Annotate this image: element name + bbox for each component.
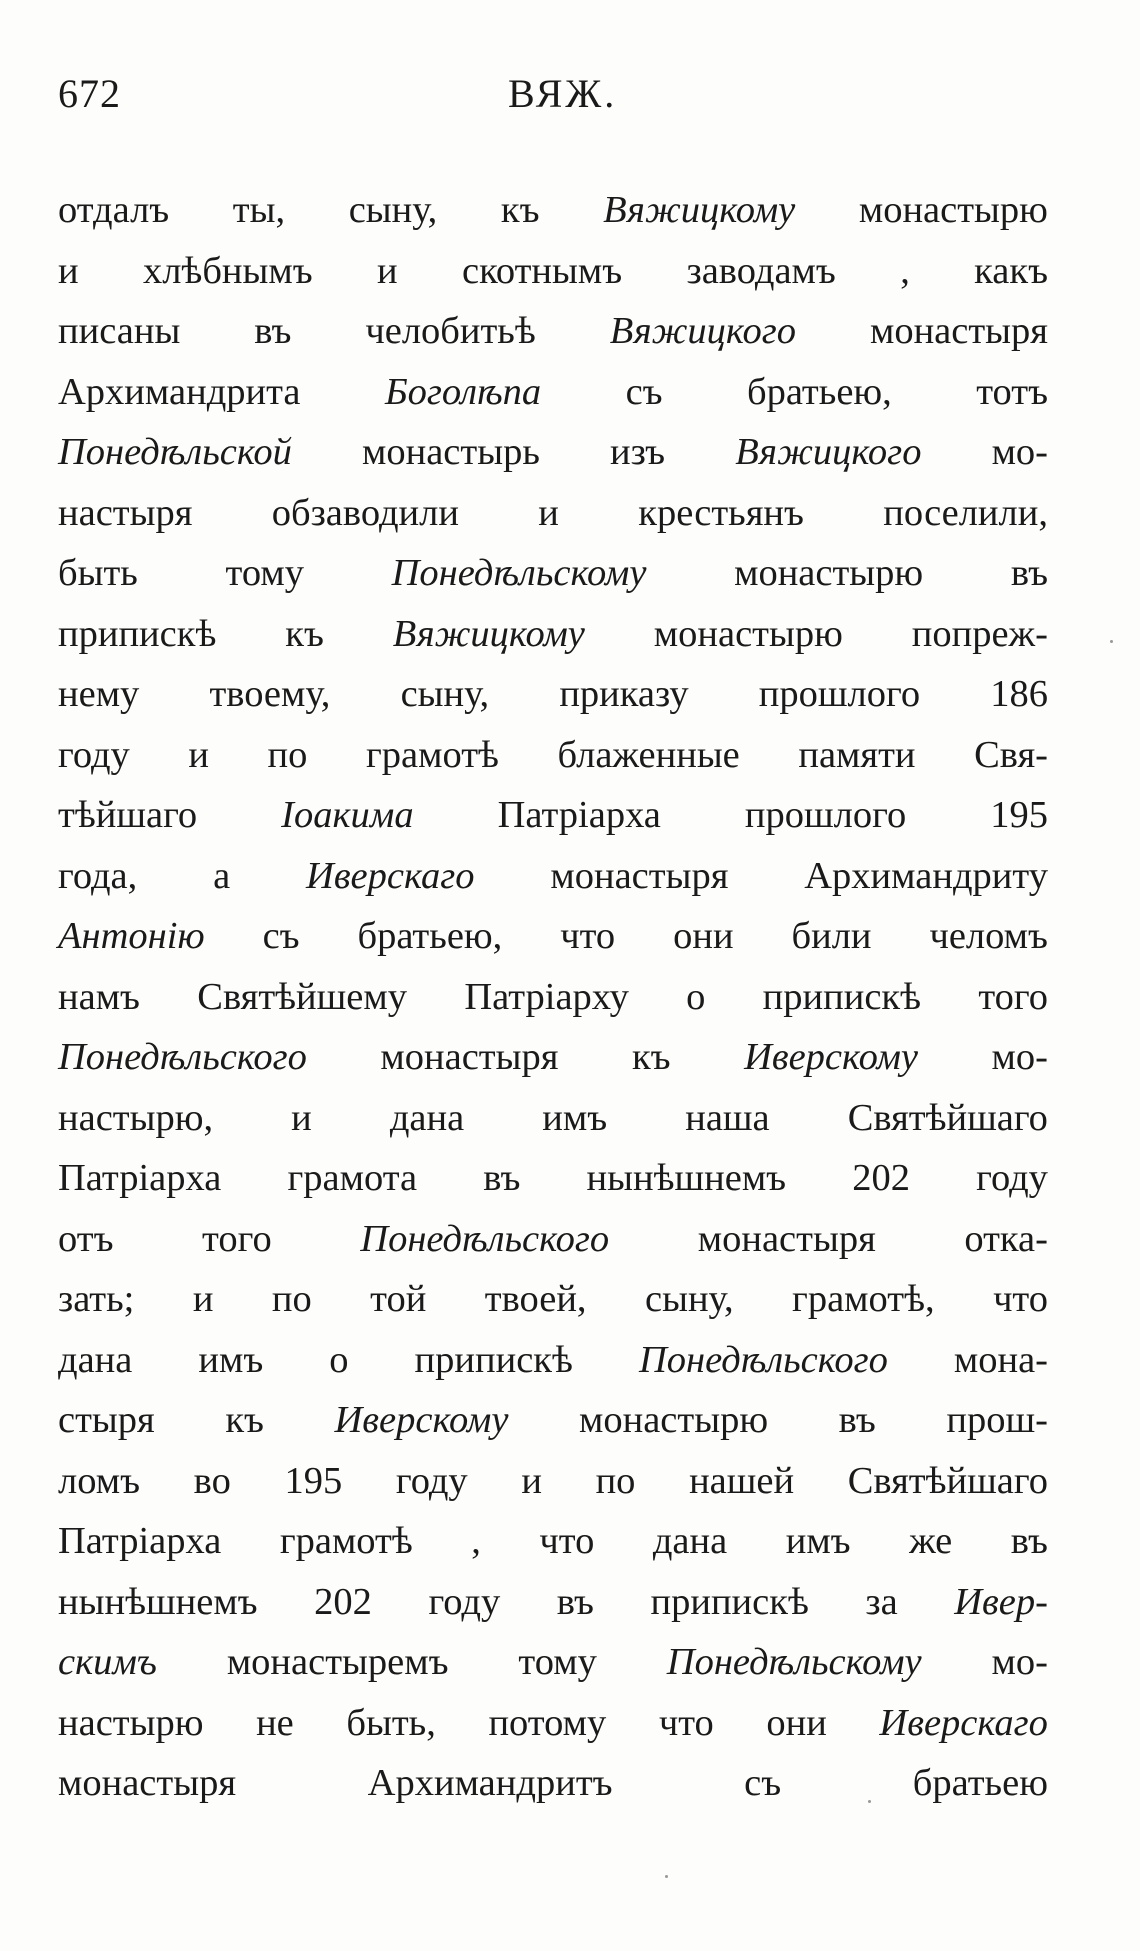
word: что	[993, 1278, 1048, 1320]
text-line	[58, 725, 1048, 786]
word: настыря	[58, 491, 193, 534]
word: ты,	[232, 189, 286, 231]
italic-word: Вяжицкого	[609, 310, 796, 352]
word: что	[539, 1520, 595, 1562]
text-line	[58, 1088, 1048, 1149]
word: ломъ	[58, 1459, 141, 1502]
word: 186	[990, 673, 1048, 715]
word: 202	[314, 1580, 372, 1623]
word: прош-	[946, 1399, 1048, 1441]
word: памяти	[798, 733, 916, 776]
word: грамотѣ,	[792, 1278, 935, 1320]
italic-word: Понедѣльскому	[391, 552, 647, 594]
italic-word: Иверскаго	[306, 854, 475, 897]
word: въ	[1010, 552, 1048, 594]
text-line	[58, 483, 1048, 544]
word: нему	[58, 673, 140, 715]
word: 195	[284, 1459, 343, 1502]
paper-speck	[665, 1875, 668, 1878]
word: и	[521, 1459, 542, 1502]
word: нашей	[689, 1459, 795, 1502]
text-line	[58, 1451, 1048, 1512]
word: мо-	[991, 1036, 1048, 1078]
word: изъ	[610, 431, 666, 473]
italic-word: Вяжицкому	[392, 612, 585, 655]
word: монастырю	[579, 1399, 769, 1441]
word: мона-	[953, 1338, 1048, 1381]
word: братьею,	[747, 370, 892, 413]
word: припискѣ	[762, 975, 922, 1018]
word: монастыря	[697, 1217, 876, 1260]
word: твоей,	[484, 1278, 587, 1320]
word: сыну,	[348, 189, 438, 231]
italic-word: Вяжицкому	[603, 189, 796, 231]
italic-word: Иверскаго	[879, 1701, 1048, 1744]
word: мо-	[991, 431, 1048, 473]
text-line	[58, 846, 1048, 907]
word: году	[976, 1157, 1048, 1199]
word: и	[58, 249, 79, 292]
italic-word: Іоакима	[281, 794, 414, 836]
word: и	[377, 249, 398, 292]
word: тому	[518, 1641, 597, 1683]
word: крестьянъ	[638, 491, 804, 534]
word: по	[267, 733, 308, 776]
text-line	[58, 1511, 1048, 1572]
word: Святѣйшему	[197, 975, 408, 1018]
word: что	[658, 1701, 714, 1744]
word: и	[188, 733, 209, 776]
word: Свя-	[974, 733, 1048, 776]
word: сыну,	[645, 1278, 734, 1320]
word: и	[291, 1096, 312, 1139]
italic-word: Иверскому	[334, 1399, 509, 1441]
text-line	[58, 906, 1048, 967]
word: они	[766, 1701, 827, 1744]
text-line	[58, 422, 1048, 483]
word: отъ	[58, 1217, 114, 1260]
word: дана	[58, 1338, 133, 1381]
text-line	[58, 1148, 1048, 1209]
word: году	[428, 1580, 501, 1623]
italic-word: Антонію	[58, 915, 205, 957]
italic-word: Боголѣпа	[384, 370, 542, 413]
word: монастыря	[380, 1036, 559, 1078]
word: а	[213, 854, 231, 897]
word: не	[256, 1701, 294, 1744]
word: приказу	[559, 673, 689, 715]
text-line	[58, 967, 1048, 1028]
word: что	[560, 915, 616, 957]
word: въ	[1010, 1520, 1048, 1562]
italic-word: Понедѣльскому	[666, 1641, 922, 1683]
word: тѣйшаго	[58, 794, 198, 836]
word: дана	[389, 1096, 465, 1139]
text-line	[58, 1572, 1048, 1633]
text-line	[58, 664, 1048, 725]
word: по	[271, 1278, 312, 1320]
word: отдалъ	[58, 189, 170, 231]
word: прошлого	[758, 673, 921, 715]
word: во	[193, 1459, 231, 1502]
text-line	[58, 1753, 1048, 1814]
word: въ	[254, 310, 292, 352]
word: скотнымъ	[462, 249, 623, 292]
word: братьею,	[357, 915, 503, 957]
word: имъ	[542, 1096, 608, 1139]
word: Патріарха	[58, 1157, 222, 1199]
word: Патріарху	[464, 975, 629, 1018]
word: хлѣбнымъ	[142, 249, 313, 292]
word: намъ	[58, 975, 140, 1018]
word: нынѣшнемъ	[58, 1580, 258, 1623]
word: припискѣ	[414, 1338, 573, 1381]
word: ,	[471, 1520, 481, 1562]
text-line	[58, 1632, 1048, 1693]
word: дана	[652, 1520, 728, 1562]
word: они	[673, 915, 734, 957]
word: 202	[852, 1157, 910, 1199]
word: писаны	[58, 310, 181, 352]
italic-word: Понедѣльской	[58, 431, 292, 473]
word: Святѣйшаго	[847, 1459, 1048, 1502]
word: году	[58, 733, 130, 776]
italic-word: Иверскому	[744, 1036, 919, 1078]
running-head: ВЯЖ.	[508, 71, 618, 116]
text-line	[58, 241, 1048, 302]
word: Святѣйшаго	[847, 1096, 1048, 1139]
word: Архимандрита	[58, 370, 301, 413]
italic-word: скимъ	[58, 1641, 157, 1683]
word: Патріарха	[497, 794, 661, 836]
word: къ	[285, 612, 324, 655]
word: попреж-	[911, 612, 1048, 655]
word: обзаводили	[271, 491, 459, 534]
word: Патріарха	[58, 1520, 222, 1562]
word: прошлого	[744, 794, 907, 836]
word: быть	[58, 552, 138, 594]
word: монастырю	[653, 612, 843, 655]
word: поселили,	[883, 491, 1048, 534]
word: того	[202, 1217, 272, 1260]
text-line	[58, 1209, 1048, 1270]
word: 195	[990, 794, 1048, 836]
word: настырю,	[58, 1096, 214, 1139]
word: потому	[488, 1701, 607, 1744]
word: къ	[500, 189, 540, 231]
text-line	[58, 543, 1048, 604]
word: били	[791, 915, 872, 957]
word: заводамъ	[686, 249, 836, 292]
word: зать;	[58, 1278, 135, 1320]
word: сыну,	[400, 673, 490, 715]
text-line	[58, 785, 1048, 846]
word: грамотѣ	[365, 733, 499, 776]
word: монастыремъ	[226, 1641, 449, 1683]
word: за	[865, 1580, 898, 1623]
word: припискѣ	[650, 1580, 809, 1623]
word: съ	[262, 915, 300, 957]
word: челомъ	[929, 915, 1048, 957]
paper-speck	[1110, 640, 1113, 643]
italic-word: Вяжицкого	[735, 431, 922, 473]
word: съ	[744, 1762, 782, 1804]
word: имъ	[198, 1338, 264, 1381]
text-line	[58, 1027, 1048, 1088]
word: монастырю	[858, 189, 1048, 231]
word: тотъ	[976, 370, 1048, 413]
word: къ	[631, 1036, 671, 1078]
word: грамотѣ	[279, 1520, 413, 1562]
word: монастыря	[550, 854, 729, 897]
word: и	[538, 491, 559, 534]
word: ,	[900, 249, 910, 292]
word: же	[909, 1520, 953, 1562]
page-number: 672	[58, 71, 121, 116]
word: того	[978, 975, 1048, 1018]
word: года,	[58, 854, 138, 897]
word: настырю	[58, 1701, 204, 1744]
word: блаженные	[557, 733, 740, 776]
word: быть,	[346, 1701, 436, 1744]
word: монастыря	[58, 1762, 237, 1804]
word: къ	[225, 1399, 264, 1441]
word: припискѣ	[58, 612, 217, 655]
word: стыря	[58, 1399, 155, 1441]
word: грамота	[287, 1157, 418, 1199]
text-line	[58, 362, 1048, 423]
italic-word: Понедѣльского	[360, 1217, 610, 1260]
word: Архимандриту	[804, 854, 1048, 897]
text-line	[58, 180, 1048, 241]
word: въ	[483, 1157, 521, 1199]
word: нынѣшнемъ	[586, 1157, 787, 1199]
word: Архимандритъ	[367, 1762, 613, 1804]
text-line	[58, 1269, 1048, 1330]
word: году	[395, 1459, 468, 1502]
italic-word: Ивер-	[954, 1580, 1048, 1623]
page-header	[58, 70, 1058, 130]
word: монастырю	[734, 552, 924, 594]
word: и	[192, 1278, 214, 1320]
text-line	[58, 1330, 1048, 1391]
word: съ	[625, 370, 663, 413]
word: отка-	[964, 1217, 1048, 1260]
word: о	[329, 1338, 349, 1381]
word: по	[595, 1459, 636, 1502]
word: братьею	[912, 1762, 1048, 1804]
word: твоему,	[209, 673, 331, 715]
italic-word: Понедѣльского	[58, 1036, 307, 1078]
text-line	[58, 1390, 1048, 1451]
word: о	[686, 975, 706, 1018]
word: какъ	[974, 249, 1048, 292]
word: имъ	[785, 1520, 851, 1562]
word: въ	[556, 1580, 594, 1623]
body-text	[58, 180, 1048, 1814]
word: тому	[225, 552, 304, 594]
word: монастырь	[362, 431, 540, 473]
word: той	[370, 1278, 427, 1320]
paper-speck	[868, 1800, 871, 1803]
word: въ	[838, 1399, 876, 1441]
text-line	[58, 1693, 1048, 1754]
word: наша	[685, 1096, 770, 1139]
text-line	[58, 301, 1048, 362]
text-line	[58, 604, 1048, 665]
italic-word: Понедѣльского	[638, 1338, 888, 1381]
word: челобитьѣ	[365, 310, 536, 352]
word: монастыря	[869, 310, 1048, 352]
word: мо-	[991, 1641, 1048, 1683]
